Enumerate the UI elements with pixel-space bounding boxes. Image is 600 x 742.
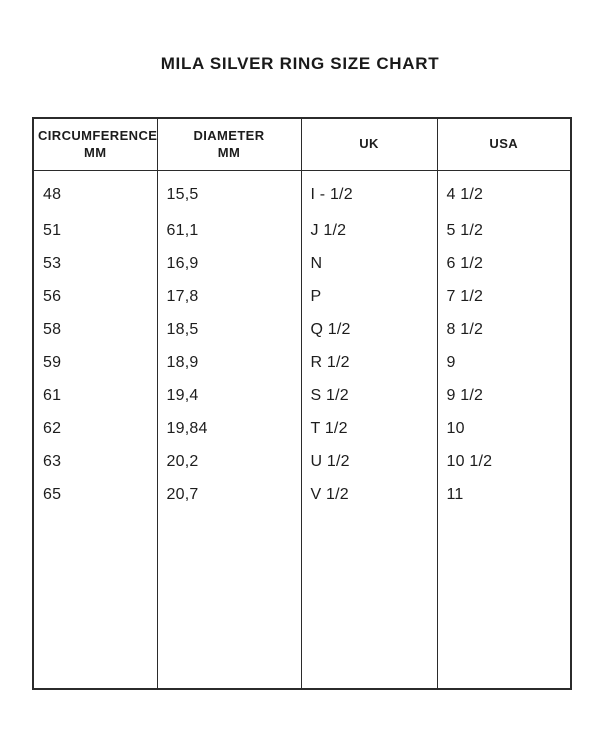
header-label: CIRCUMFERENCE <box>38 127 158 143</box>
empty-cell <box>33 511 157 689</box>
cell-usa-size: 11 <box>446 485 464 503</box>
cell-circumference-mm: 51 <box>33 214 157 247</box>
cell-circumference-mm: 53 <box>33 247 157 280</box>
table-row <box>33 214 571 247</box>
cell-usa-size: 9 <box>446 353 456 371</box>
table-row <box>33 412 571 445</box>
empty-filler-row <box>33 511 571 689</box>
table-row <box>33 346 571 379</box>
cell-diameter-mm: 19,84 <box>157 412 301 445</box>
table-row <box>33 445 571 478</box>
table-row <box>33 280 571 313</box>
cell-uk-size: N <box>301 247 437 280</box>
empty-cell <box>437 511 571 689</box>
cell-usa-size: 9 1/2 <box>446 386 484 404</box>
header-cell-circumference <box>33 118 157 171</box>
header-cell-uk <box>301 118 437 171</box>
cell-usa-size: 5 1/2 <box>446 221 484 239</box>
table-header <box>33 118 571 171</box>
cell-circumference-mm: 61 <box>33 379 157 412</box>
cell-uk-size: I - 1/2 <box>301 171 437 215</box>
page-title: MILA SILVER RING SIZE CHART <box>160 54 440 73</box>
table-row <box>33 247 571 280</box>
cell-usa-size: 10 <box>446 419 465 437</box>
cell-circumference-mm: 58 <box>33 313 157 346</box>
cell-circumference-mm: 56 <box>33 280 157 313</box>
cell-uk-size: V 1/2 <box>301 478 437 511</box>
cell-circumference-mm: 62 <box>33 412 157 445</box>
cell-uk-size: T 1/2 <box>301 412 437 445</box>
table-row <box>33 313 571 346</box>
cell-uk-size: U 1/2 <box>301 445 437 478</box>
cell-usa-size: 10 1/2 <box>446 452 493 470</box>
cell-usa-size: 4 1/2 <box>446 186 484 203</box>
header-label: UK <box>359 136 379 152</box>
header-label: USA <box>489 136 519 152</box>
cell-circumference-mm: 63 <box>33 445 157 478</box>
table-body <box>33 171 571 690</box>
cell-uk-size: J 1/2 <box>301 214 437 247</box>
cell-uk-size: S 1/2 <box>301 379 437 412</box>
empty-cell <box>157 511 301 689</box>
cell-usa-size: 6 1/2 <box>446 254 484 272</box>
cell-diameter-mm: 15,5 <box>157 171 301 215</box>
cell-uk-size: Q 1/2 <box>301 313 437 346</box>
cell-diameter-mm: 16,9 <box>157 247 301 280</box>
table-row <box>33 171 571 215</box>
cell-diameter-mm: 18,5 <box>157 313 301 346</box>
cell-diameter-mm: 20,7 <box>157 478 301 511</box>
header-cell-usa <box>437 118 571 171</box>
cell-usa-size: 8 1/2 <box>446 320 484 338</box>
cell-circumference-mm: 59 <box>33 346 157 379</box>
cell-circumference-mm: 65 <box>33 478 157 511</box>
cell-diameter-mm: 19,4 <box>157 379 301 412</box>
empty-cell <box>301 511 437 689</box>
cell-usa-size: 7 1/2 <box>446 287 484 305</box>
header-unit: MM <box>217 144 241 160</box>
cell-circumference-mm: 48 <box>33 171 157 215</box>
cell-uk-size: P <box>301 280 437 313</box>
header-row <box>33 118 571 171</box>
table-row <box>33 379 571 412</box>
header-label: DIAMETER <box>193 127 265 143</box>
cell-diameter-mm: 17,8 <box>157 280 301 313</box>
header-cell-diameter <box>157 118 301 171</box>
ring-size-table <box>32 117 572 690</box>
cell-diameter-mm: 18,9 <box>157 346 301 379</box>
header-unit: MM <box>84 144 107 160</box>
cell-diameter-mm: 61,1 <box>157 214 301 247</box>
cell-uk-size: R 1/2 <box>301 346 437 379</box>
table-row <box>33 478 571 511</box>
cell-diameter-mm: 20,2 <box>157 445 301 478</box>
